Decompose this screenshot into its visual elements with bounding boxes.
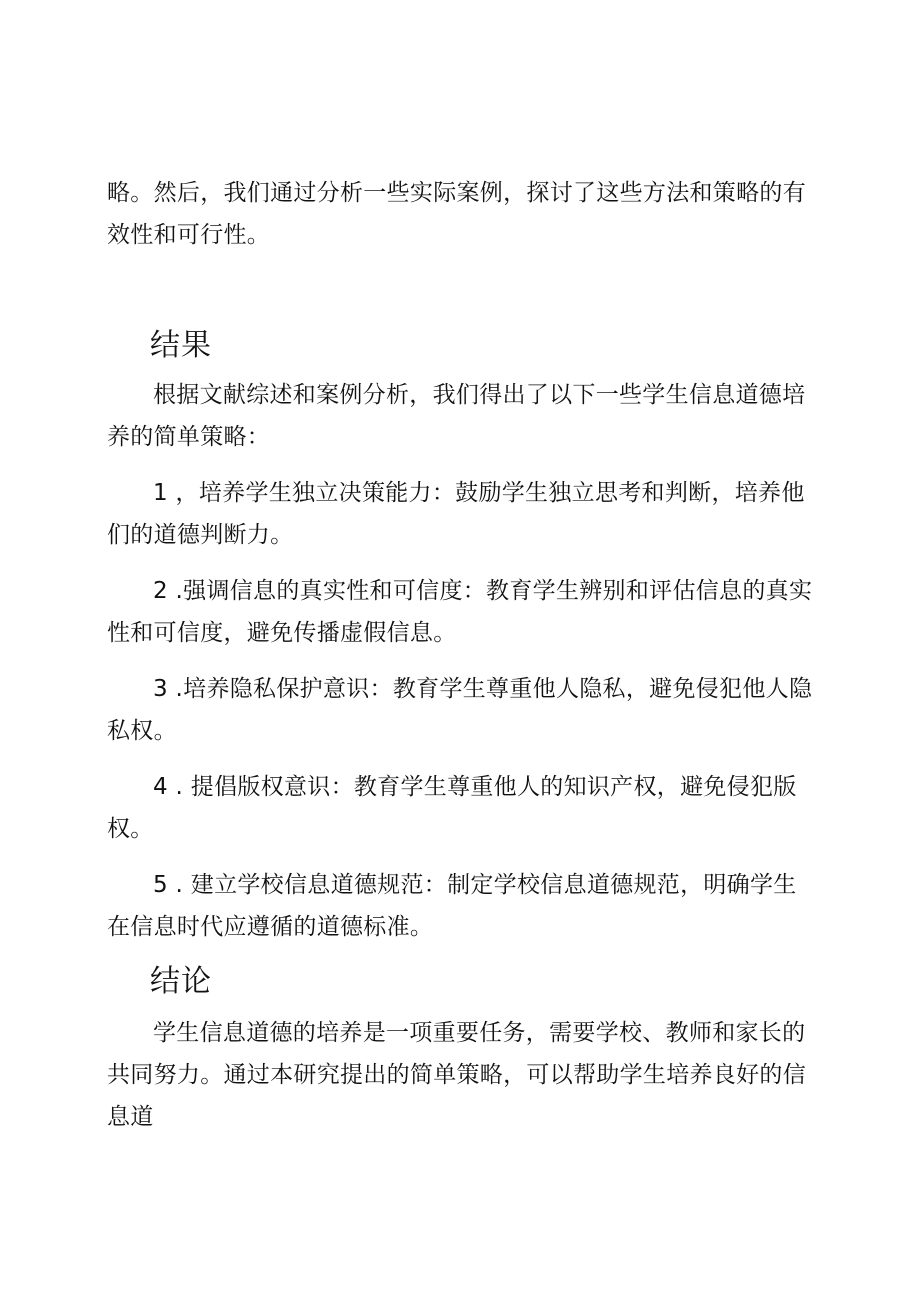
- results-lead-paragraph: 根据文献综述和案例分析，我们得出了以下一些学生信息道德培养的简单策略：: [107, 382, 806, 450]
- strategy-item-4: 4 . 提倡版权意识：教育学生尊重他人的知识产权，避免侵犯版权。: [107, 774, 797, 842]
- strategy-item-2: 2 .强调信息的真实性和可信度：教育学生辨别和评估信息的真实性和可信度，避免传播虚假信息。: [107, 578, 813, 646]
- intro-paragraph: 略。然后，我们通过分析一些实际案例，探讨了这些方法和策略的有效性和可行性。: [107, 180, 806, 248]
- strategy-item-5: 5 . 建立学校信息道德规范：制定学校信息道德规范，明确学生在信息时代应遵循的道德标准。: [107, 872, 797, 940]
- results-heading: 结果: [150, 328, 212, 363]
- strategy-item-1: 1 ，培养学生独立决策能力：鼓励学生独立思考和判断，培养他们的道德判断力。: [107, 480, 805, 548]
- conclusion-paragraph: 学生信息道德的培养是一项重要任务，需要学校、教师和家长的共同努力。通过本研究提出的简单策略，可以帮助学生培养良好的信息道: [107, 1020, 806, 1130]
- conclusion-heading: 结论: [150, 964, 212, 999]
- intro-section: [107, 172, 813, 256]
- results-section: [107, 374, 813, 948]
- conclusion-section: [107, 1012, 813, 1138]
- strategy-item-3: 3 .培养隐私保护意识：教育学生尊重他人隐私，避免侵犯他人隐私权。: [107, 676, 813, 744]
